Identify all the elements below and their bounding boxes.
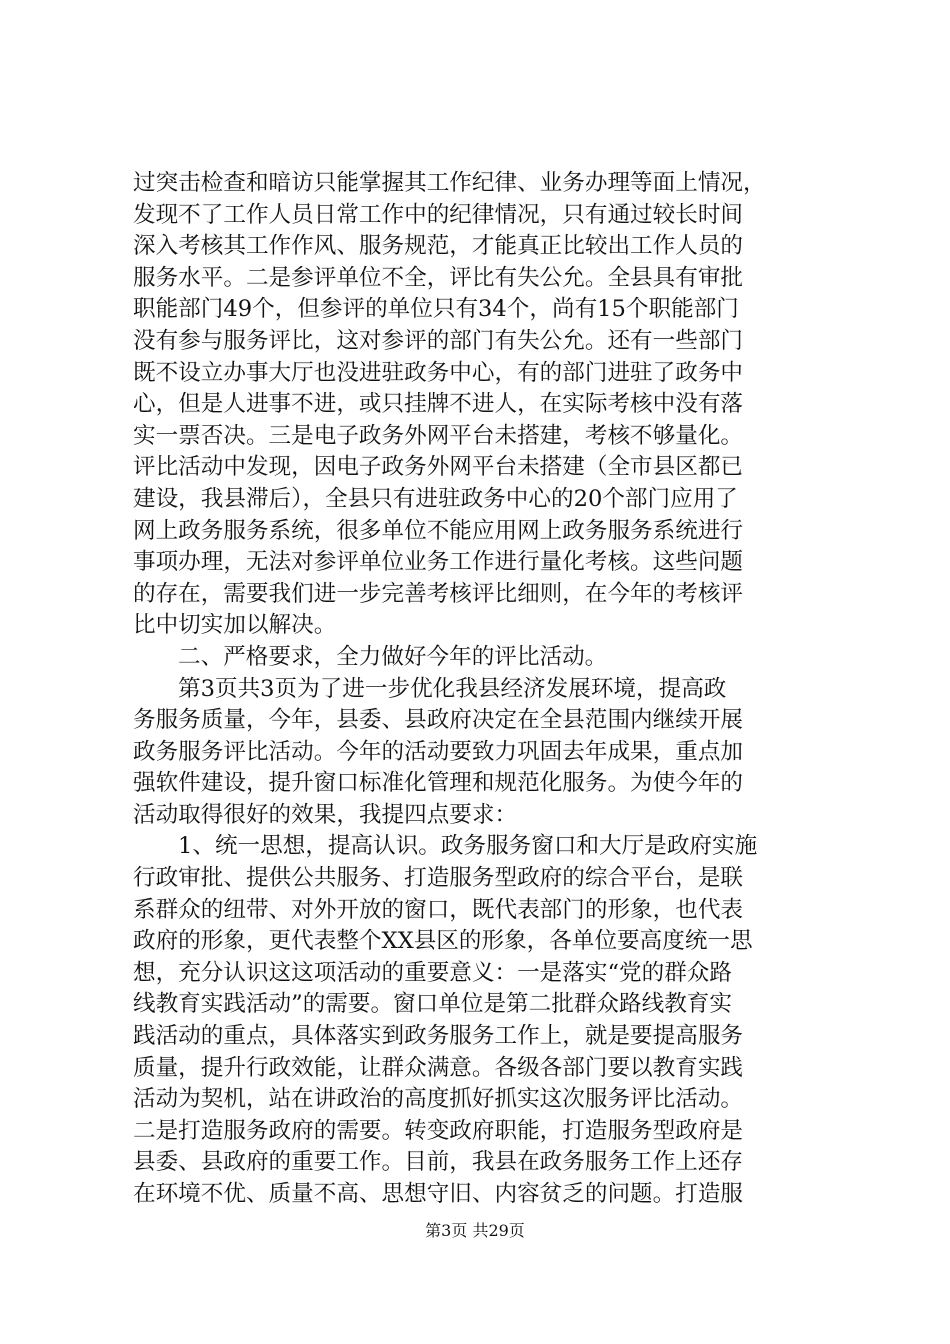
text-line: 活动取得很好的效果，我提四点要求：: [133, 801, 518, 828]
text-line: 系群众的纽带、对外开放的窗口，既代表部门的形象，也代表: [133, 896, 744, 923]
text-line: 活动为契机，站在讲政治的高度抓好抓实这次服务评比活动。: [133, 1086, 744, 1113]
text-line: 县委、县政府的重要工作。目前，我县在政务服务工作上还存: [133, 1149, 744, 1176]
text-line: 的存在，需要我们进一步完善考核评比细则，在今年的考核评: [133, 580, 744, 607]
text-line: 践活动的重点，具体落实到政务服务工作上，就是要提高服务: [133, 1023, 744, 1050]
text-line: 想，充分认识这这项活动的重要意义：一是落实“党的群众路: [133, 959, 732, 986]
text-line: 二是打造服务政府的需要。转变政府职能，打造服务型政府是: [133, 1117, 744, 1144]
text-line: 线教育实践活动”的需要。窗口单位是第二批群众路线教育实: [133, 991, 732, 1018]
text-line: 1、统一思想，提高认识。政务服务窗口和大厅是政府实施: [178, 833, 758, 860]
text-line: 深入考核其工作作风、服务规范，才能真正比较出工作人员的: [133, 233, 744, 260]
text-line: 建设，我县滞后），全县只有进驻政务中心的20个部门应用了: [133, 485, 738, 512]
text-line: 政务服务评比活动。今年的活动要致力巩固去年成果，重点加: [133, 738, 744, 765]
text-line: 行政审批、提供公共服务、打造服务型政府的综合平台，是联: [133, 865, 744, 892]
text-line: 评比活动中发现，因电子政务外网平台未搭建（全市县区都已: [133, 454, 744, 481]
page-footer: 第3页 共29页: [425, 1221, 525, 1240]
text-line: 过突击检查和暗访只能掌握其工作纪律、业务办理等面上情况，: [133, 170, 766, 196]
text-line: 服务水平。二是参评单位不全，评比有失公允。全县具有审批: [133, 264, 744, 291]
document-body: [133, 168, 833, 1211]
text-line: 第3页共3页为了进一步优化我县经济发展环境，提高政: [178, 675, 727, 702]
text-line: 没有参与服务评比，这对参评的部门有失公允。还有一些部门: [133, 327, 744, 354]
text-line: 比中切实加以解决。: [133, 612, 337, 639]
text-line: 网上政务服务系统，很多单位不能应用网上政务服务系统进行: [133, 517, 744, 544]
text-line: 二、严格要求，全力做好今年的评比活动。: [178, 643, 608, 670]
text-line: 质量，提升行政效能，让群众满意。各级各部门要以教育实践: [133, 1054, 744, 1081]
text-line: 心，但是人进事不进，或只挂牌不进人，在实际考核中没有落: [133, 391, 744, 418]
text-line: 发现不了工作人员日常工作中的纪律情况，只有通过较长时间: [133, 201, 744, 228]
text-line: 事项办理，无法对参评单位业务工作进行量化考核。这些问题: [133, 549, 744, 576]
text-line: 职能部门49个，但参评的单位只有34个，尚有15个职能部门: [133, 296, 739, 323]
text-line: 在环境不优、质量不高、思想守旧、内容贫乏的问题。打造服: [133, 1181, 744, 1207]
text-line: 政府的形象，更代表整个XX县区的形象，各单位要高度统一思: [133, 928, 753, 955]
text-line: 既不设立办事大厅也没进驻政务中心，有的部门进驻了政务中: [133, 359, 744, 386]
text-line: 实一票否决。三是电子政务外网平台未搭建，考核不够量化。: [133, 422, 744, 449]
text-line: 强软件建设，提升窗口标准化管理和规范化服务。为使今年的: [133, 770, 744, 797]
text-line: 务服务质量，今年，县委、县政府决定在全县范围内继续开展: [133, 707, 744, 734]
